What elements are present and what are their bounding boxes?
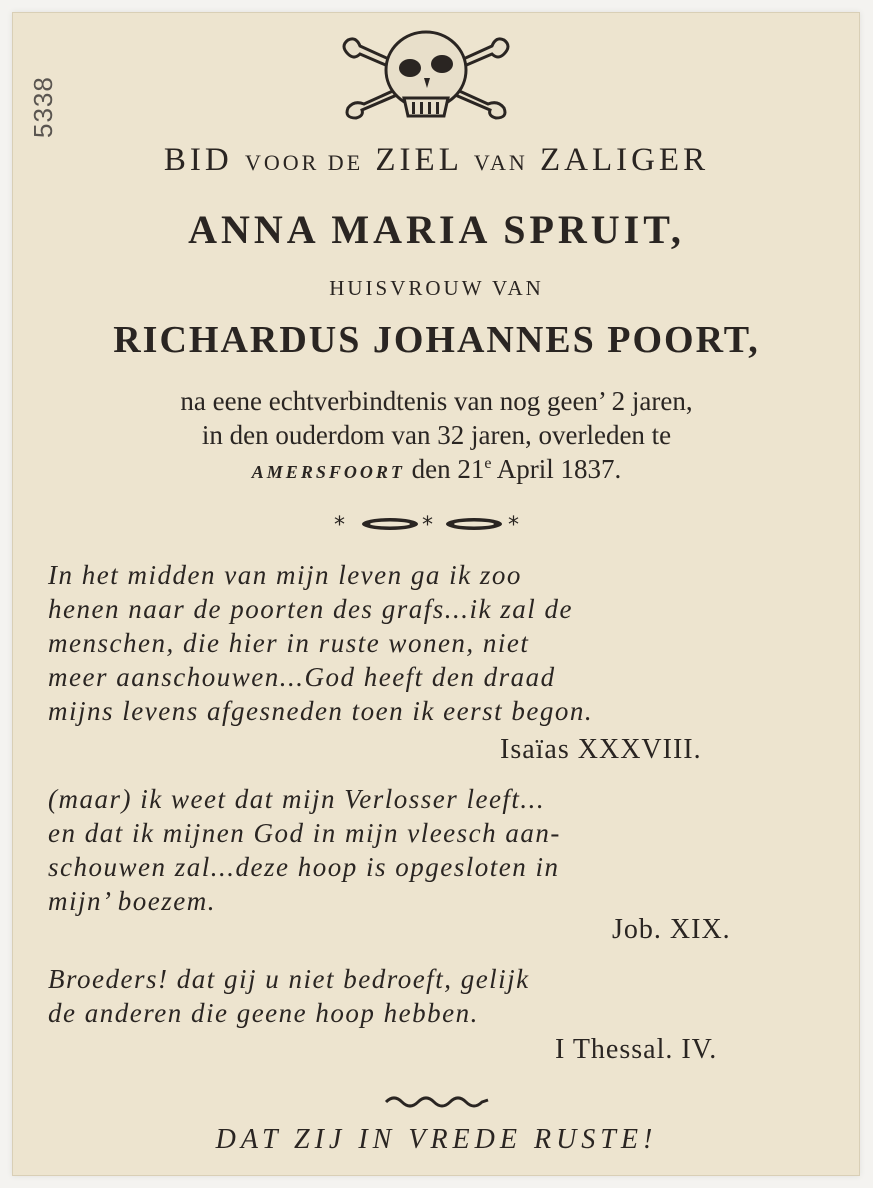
verse-line: (maar) ik weet dat mijn Verlosser leeft... [48, 784, 546, 814]
svg-text:*: * [422, 513, 433, 536]
reference-isaiah: Isaïas XXXVIII. [500, 734, 702, 765]
verse-line: en dat ik mijnen God in mijn vleesch aan- [48, 818, 561, 848]
verse-line: Broeders! dat gij u niet bedroeft, gelijk [48, 964, 530, 994]
verse-line: In het midden van mijn leven ga ik zoo [48, 560, 522, 590]
verse-line: de anderen die geene hoop hebben. [48, 998, 479, 1028]
age-line: in den ouderdom van 32 jaren, overleden te [201, 420, 672, 450]
verse-thessalonians [48, 962, 808, 1030]
death-line: AMERSFOORT den 21e April 1837. [251, 454, 622, 484]
squiggle-divider-icon [382, 1092, 492, 1108]
inventory-number: 5338 [28, 76, 58, 138]
heading: BID VOOR DE ZIEL VAN ZALIGER [163, 142, 710, 178]
skull-crossbones-icon [338, 24, 514, 124]
verse-isaiah [48, 558, 808, 728]
verse-line: schouwen zal...deze hoop is opgesloten in [48, 852, 560, 882]
deceased-name: ANNA MARIA SPRUIT, [188, 207, 685, 252]
reference-thessalonians: I Thessal. IV. [555, 1034, 718, 1065]
verse-line: menschen, die hier in ruste wonen, niet [48, 628, 530, 658]
ornament-divider-icon [330, 512, 530, 536]
city: AMERSFOORT [251, 462, 405, 482]
svg-text:*: * [508, 513, 519, 536]
verse-line: meer aanschouwen...God heeft den draad [48, 662, 556, 692]
verse-job [48, 782, 808, 918]
reference-job: Job. XIX. [612, 914, 731, 945]
verse-line: mijn’ boezem. [48, 886, 216, 916]
spouse-name: RICHARDUS JOHANNES POORT, [113, 319, 760, 361]
verse-line: henen naar de poorten des grafs...ik zal de [48, 594, 573, 624]
svg-text:*: * [334, 513, 345, 536]
closing-blessing: DAT ZIJ IN VREDE RUSTE! [215, 1124, 658, 1155]
marriage-line: na eene echtverbindtenis van nog geen’ 2 jaren, [180, 386, 693, 416]
verse-line: mijns levens afgesneden toen ik eerst begon. [48, 696, 594, 726]
relation-label: HUISVROUW VAN [329, 276, 544, 300]
